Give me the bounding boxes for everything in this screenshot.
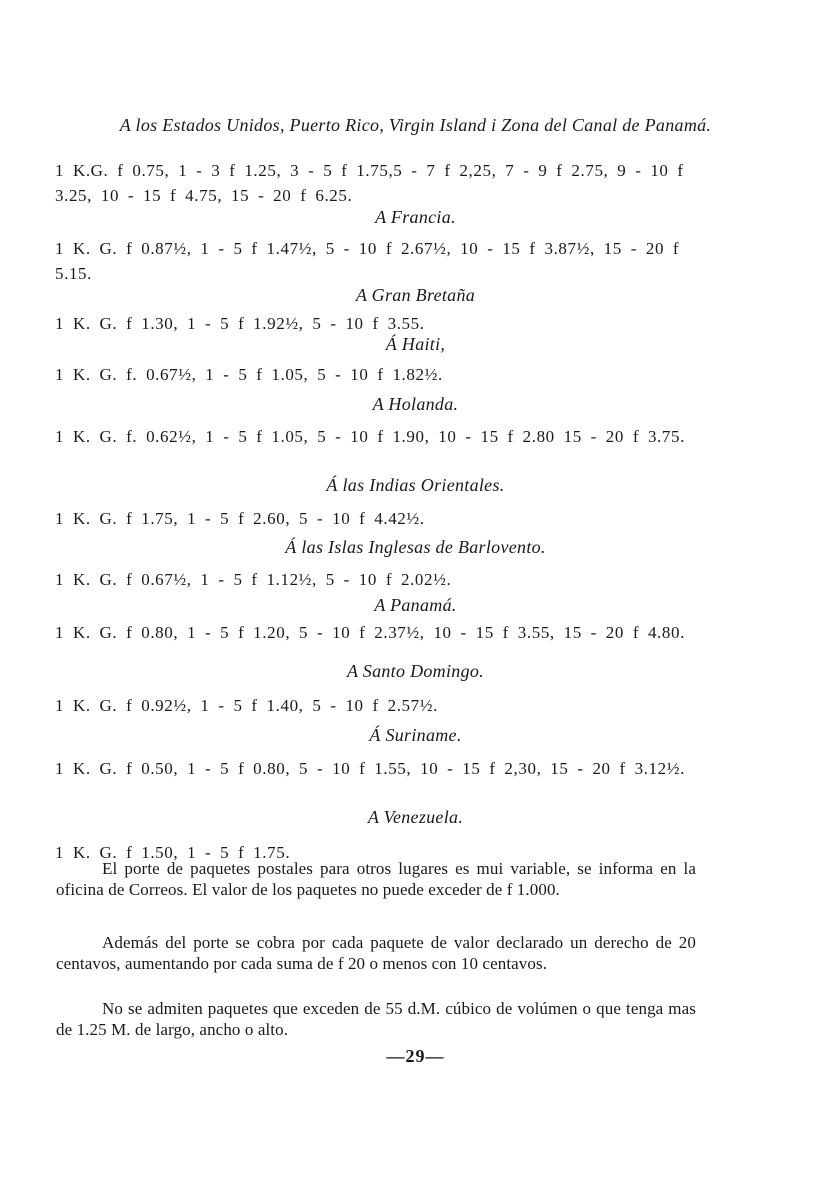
- section-heading-panama: A Panamá.: [374, 595, 457, 615]
- page-number: —29—: [386, 1046, 445, 1066]
- rate-line-estados-unidos: 1 K.G. f 0.75, 1 - 3 f 1.25, 3 - 5 f 1.75,5 - 7 f 2,25, 7 - 9 f 2.75, 9 - 10 f 3.25, 10 - 15 f 4.75, 15 - 20 f 6.25.: [55, 161, 684, 205]
- paragraph-otros-lugares: El porte de paquetes postales para otros lugares es mui variable, se informa en la oficina de Correos. El valor de los paquetes no puede exceder de f 1.000.: [56, 859, 696, 899]
- section-heading-haiti: Á Haiti,: [385, 334, 446, 354]
- rate-line-holanda: 1 K. G. f. 0.62½, 1 - 5 f 1.05, 5 - 10 f 1.90, 10 - 15 f 2.80 15 - 20 f 3.75.: [55, 427, 685, 446]
- rate-line-indias-orientales: 1 K. G. f 1.75, 1 - 5 f 2.60, 5 - 10 f 4.42½.: [55, 509, 425, 528]
- rate-line-santo-domingo: 1 K. G. f 0.92½, 1 - 5 f 1.40, 5 - 10 f 2.57½.: [55, 696, 438, 715]
- section-heading-gran-bretana: A Gran Bretaña: [355, 285, 476, 305]
- paragraph-limites-tamano: No se admiten paquetes que exceden de 55 d.M. cúbico de volúmen o que tenga mas de 1.25 M. de largo, ancho o alto.: [56, 999, 696, 1039]
- rate-line-gran-bretana: 1 K. G. f 1.30, 1 - 5 f 1.92½, 5 - 10 f 3.55.: [55, 314, 425, 333]
- section-heading-estados-unidos: A los Estados Unidos, Puerto Rico, Virgin Island i Zona del Canal de Panamá.: [119, 115, 712, 135]
- rate-line-haiti: 1 K. G. f. 0.67½, 1 - 5 f 1.05, 5 - 10 f 1.82½.: [55, 365, 443, 384]
- rate-line-venezuela: 1 K. G. f 1.50, 1 - 5 f 1.75.: [55, 843, 291, 862]
- section-heading-suriname: Á Suriname.: [369, 725, 462, 745]
- rate-line-francia: 1 K. G. f 0.87½, 1 - 5 f 1.47½, 5 - 10 f 2.67½, 10 - 15 f 3.87½, 15 - 20 f 5.15.: [55, 239, 680, 283]
- section-heading-holanda: A Holanda.: [372, 394, 459, 414]
- section-heading-francia: A Francia.: [375, 207, 456, 227]
- section-heading-santo-domingo: A Santo Domingo.: [347, 661, 484, 681]
- paragraph-derecho-valor: Además del porte se cobra por cada paquete de valor declarado un derecho de 20 centavos, aumentando por cada suma de f 20 o menos con 10 centavos.: [56, 933, 696, 973]
- section-heading-venezuela: A Venezuela.: [367, 807, 464, 827]
- rate-line-islas-barlovento: 1 K. G. f 0.67½, 1 - 5 f 1.12½, 5 - 10 f 2.02½.: [55, 570, 452, 589]
- section-heading-indias-orientales: Á las Indias Orientales.: [326, 475, 505, 495]
- section-heading-islas-barlovento: Á las Islas Inglesas de Barlovento.: [285, 537, 546, 557]
- rate-line-suriname: 1 K. G. f 0.50, 1 - 5 f 0.80, 5 - 10 f 1.55, 10 - 15 f 2,30, 15 - 20 f 3.12½.: [55, 759, 685, 778]
- rate-line-panama: 1 K. G. f 0.80, 1 - 5 f 1.20, 5 - 10 f 2.37½, 10 - 15 f 3.55, 15 - 20 f 4.80.: [55, 623, 685, 642]
